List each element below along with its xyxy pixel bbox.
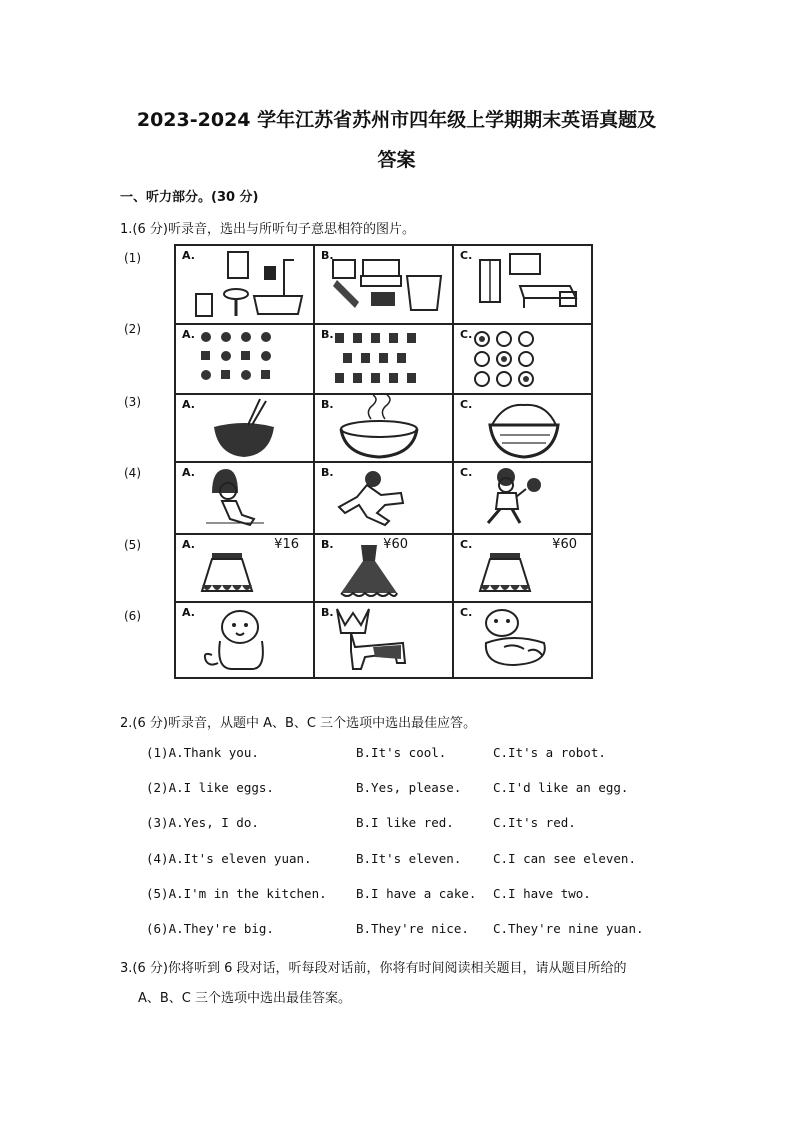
answer-option-b[interactable]: B.It's cool.: [356, 745, 447, 760]
option-letter: B.: [321, 538, 334, 551]
answer-option-c[interactable]: C.It's red.: [493, 815, 576, 830]
answer-option-a[interactable]: (4)A.It's eleven yuan.: [146, 851, 312, 866]
answer-option-c[interactable]: C.I'd like an egg.: [493, 780, 629, 795]
answer-option-a[interactable]: (5)A.I'm in the kitchen.: [146, 886, 327, 901]
row-label: (6): [124, 609, 141, 623]
option-cell[interactable]: [453, 534, 592, 602]
option-cell[interactable]: [453, 245, 592, 324]
skirt-icon: [176, 535, 313, 601]
option-cell[interactable]: [175, 394, 314, 462]
skirt-icon: [454, 535, 591, 601]
section-heading: 一、听力部分。(30 分): [120, 190, 259, 205]
question-3-text: [120, 954, 680, 1014]
option-cell[interactable]: [314, 602, 453, 678]
answer-option-b[interactable]: B.I like red.: [356, 815, 454, 830]
flower-grid-icon: [176, 325, 313, 393]
price-tag: ¥16: [274, 537, 299, 552]
answer-option-b[interactable]: B.It's eleven.: [356, 851, 462, 866]
answer-option-c[interactable]: C.They're nine yuan.: [493, 921, 644, 936]
answer-option-b[interactable]: B.I have a cake.: [356, 886, 477, 901]
row-label: (3): [124, 395, 141, 409]
plate-grid-icon: [454, 325, 591, 393]
row-label: (2): [124, 322, 141, 336]
price-tag: ¥60: [552, 537, 577, 552]
option-letter: C.: [460, 249, 473, 262]
answer-option-b[interactable]: B.They're nice.: [356, 921, 469, 936]
question-1-text: 1.(6 分)听录音，选出与所听句子意思相符的图片。: [120, 222, 415, 237]
answer-option-c[interactable]: C.It's a robot.: [493, 745, 606, 760]
row-label: (5): [124, 538, 141, 552]
option-cell[interactable]: [453, 602, 592, 678]
option-letter: C.: [460, 466, 473, 479]
option-cell[interactable]: [314, 245, 453, 324]
title-line-2: 答案: [377, 149, 416, 171]
option-cell[interactable]: [175, 324, 314, 394]
title-line-1: 2023-2024 学年江苏省苏州市四年级上学期期末英语真题及: [136, 109, 657, 131]
page-title: [100, 100, 693, 180]
option-cell[interactable]: [453, 394, 592, 462]
option-letter: C.: [460, 538, 473, 551]
corgi-icon: [315, 603, 452, 677]
option-cell[interactable]: [314, 324, 453, 394]
option-letter: B.: [321, 398, 334, 411]
answer-option-a[interactable]: (1)A.Thank you.: [146, 745, 259, 760]
option-letter: B.: [321, 466, 334, 479]
option-letter: A.: [182, 249, 195, 262]
answer-option-c[interactable]: C.I have two.: [493, 886, 591, 901]
row-label: (4): [124, 466, 141, 480]
answer-option-a[interactable]: (6)A.They're big.: [146, 921, 274, 936]
soup-icon: [315, 395, 452, 461]
question-2-text: 2.(6 分)听录音，从题中 A、B、C 三个选项中选出最佳应答。: [120, 716, 477, 731]
picture-options-grid: [174, 244, 593, 679]
option-cell[interactable]: [314, 534, 453, 602]
rice-icon: [454, 395, 591, 461]
girl-jumping-icon: [315, 463, 452, 533]
option-cell[interactable]: [453, 324, 592, 394]
answer-option-c[interactable]: C.I can see eleven.: [493, 851, 636, 866]
bathroom-icon: [176, 246, 313, 323]
option-letter: A.: [182, 538, 195, 551]
fluffy-dog-icon: [176, 603, 313, 677]
option-letter: A.: [182, 398, 195, 411]
option-cell[interactable]: [175, 245, 314, 324]
option-letter: B.: [321, 328, 334, 341]
answer-option-a[interactable]: (3)A.Yes, I do.: [146, 815, 259, 830]
girl-sitting-icon: [176, 463, 313, 533]
option-letter: A.: [182, 328, 195, 341]
question-3-line-2: A、B、C 三个选项中选出最佳答案。: [138, 991, 352, 1006]
dress-icon: [315, 535, 452, 601]
option-letter: C.: [460, 328, 473, 341]
option-letter: A.: [182, 606, 195, 619]
option-cell[interactable]: [175, 534, 314, 602]
option-cell[interactable]: [314, 394, 453, 462]
answer-option-a[interactable]: (2)A.I like eggs.: [146, 780, 274, 795]
option-cell[interactable]: [175, 462, 314, 534]
question-3-line-1: 3.(6 分)你将听到 6 段对话，听每段对话前，你将有时间阅读相关题目，请从题目所给的: [120, 961, 627, 976]
boy-ball-icon: [454, 463, 591, 533]
option-letter: B.: [321, 249, 334, 262]
mask-grid-icon: [315, 325, 452, 393]
option-cell[interactable]: [175, 602, 314, 678]
option-letter: A.: [182, 466, 195, 479]
option-letter: C.: [460, 398, 473, 411]
row-label: (1): [124, 251, 141, 265]
lying-dog-icon: [454, 603, 591, 677]
price-tag: ¥60: [383, 537, 408, 552]
option-letter: C.: [460, 606, 473, 619]
answer-option-b[interactable]: B.Yes, please.: [356, 780, 462, 795]
living-room-icon: [315, 246, 452, 323]
option-cell[interactable]: [314, 462, 453, 534]
option-letter: B.: [321, 606, 334, 619]
option-cell[interactable]: [453, 462, 592, 534]
bedroom-icon: [454, 246, 591, 323]
noodles-icon: [176, 395, 313, 461]
